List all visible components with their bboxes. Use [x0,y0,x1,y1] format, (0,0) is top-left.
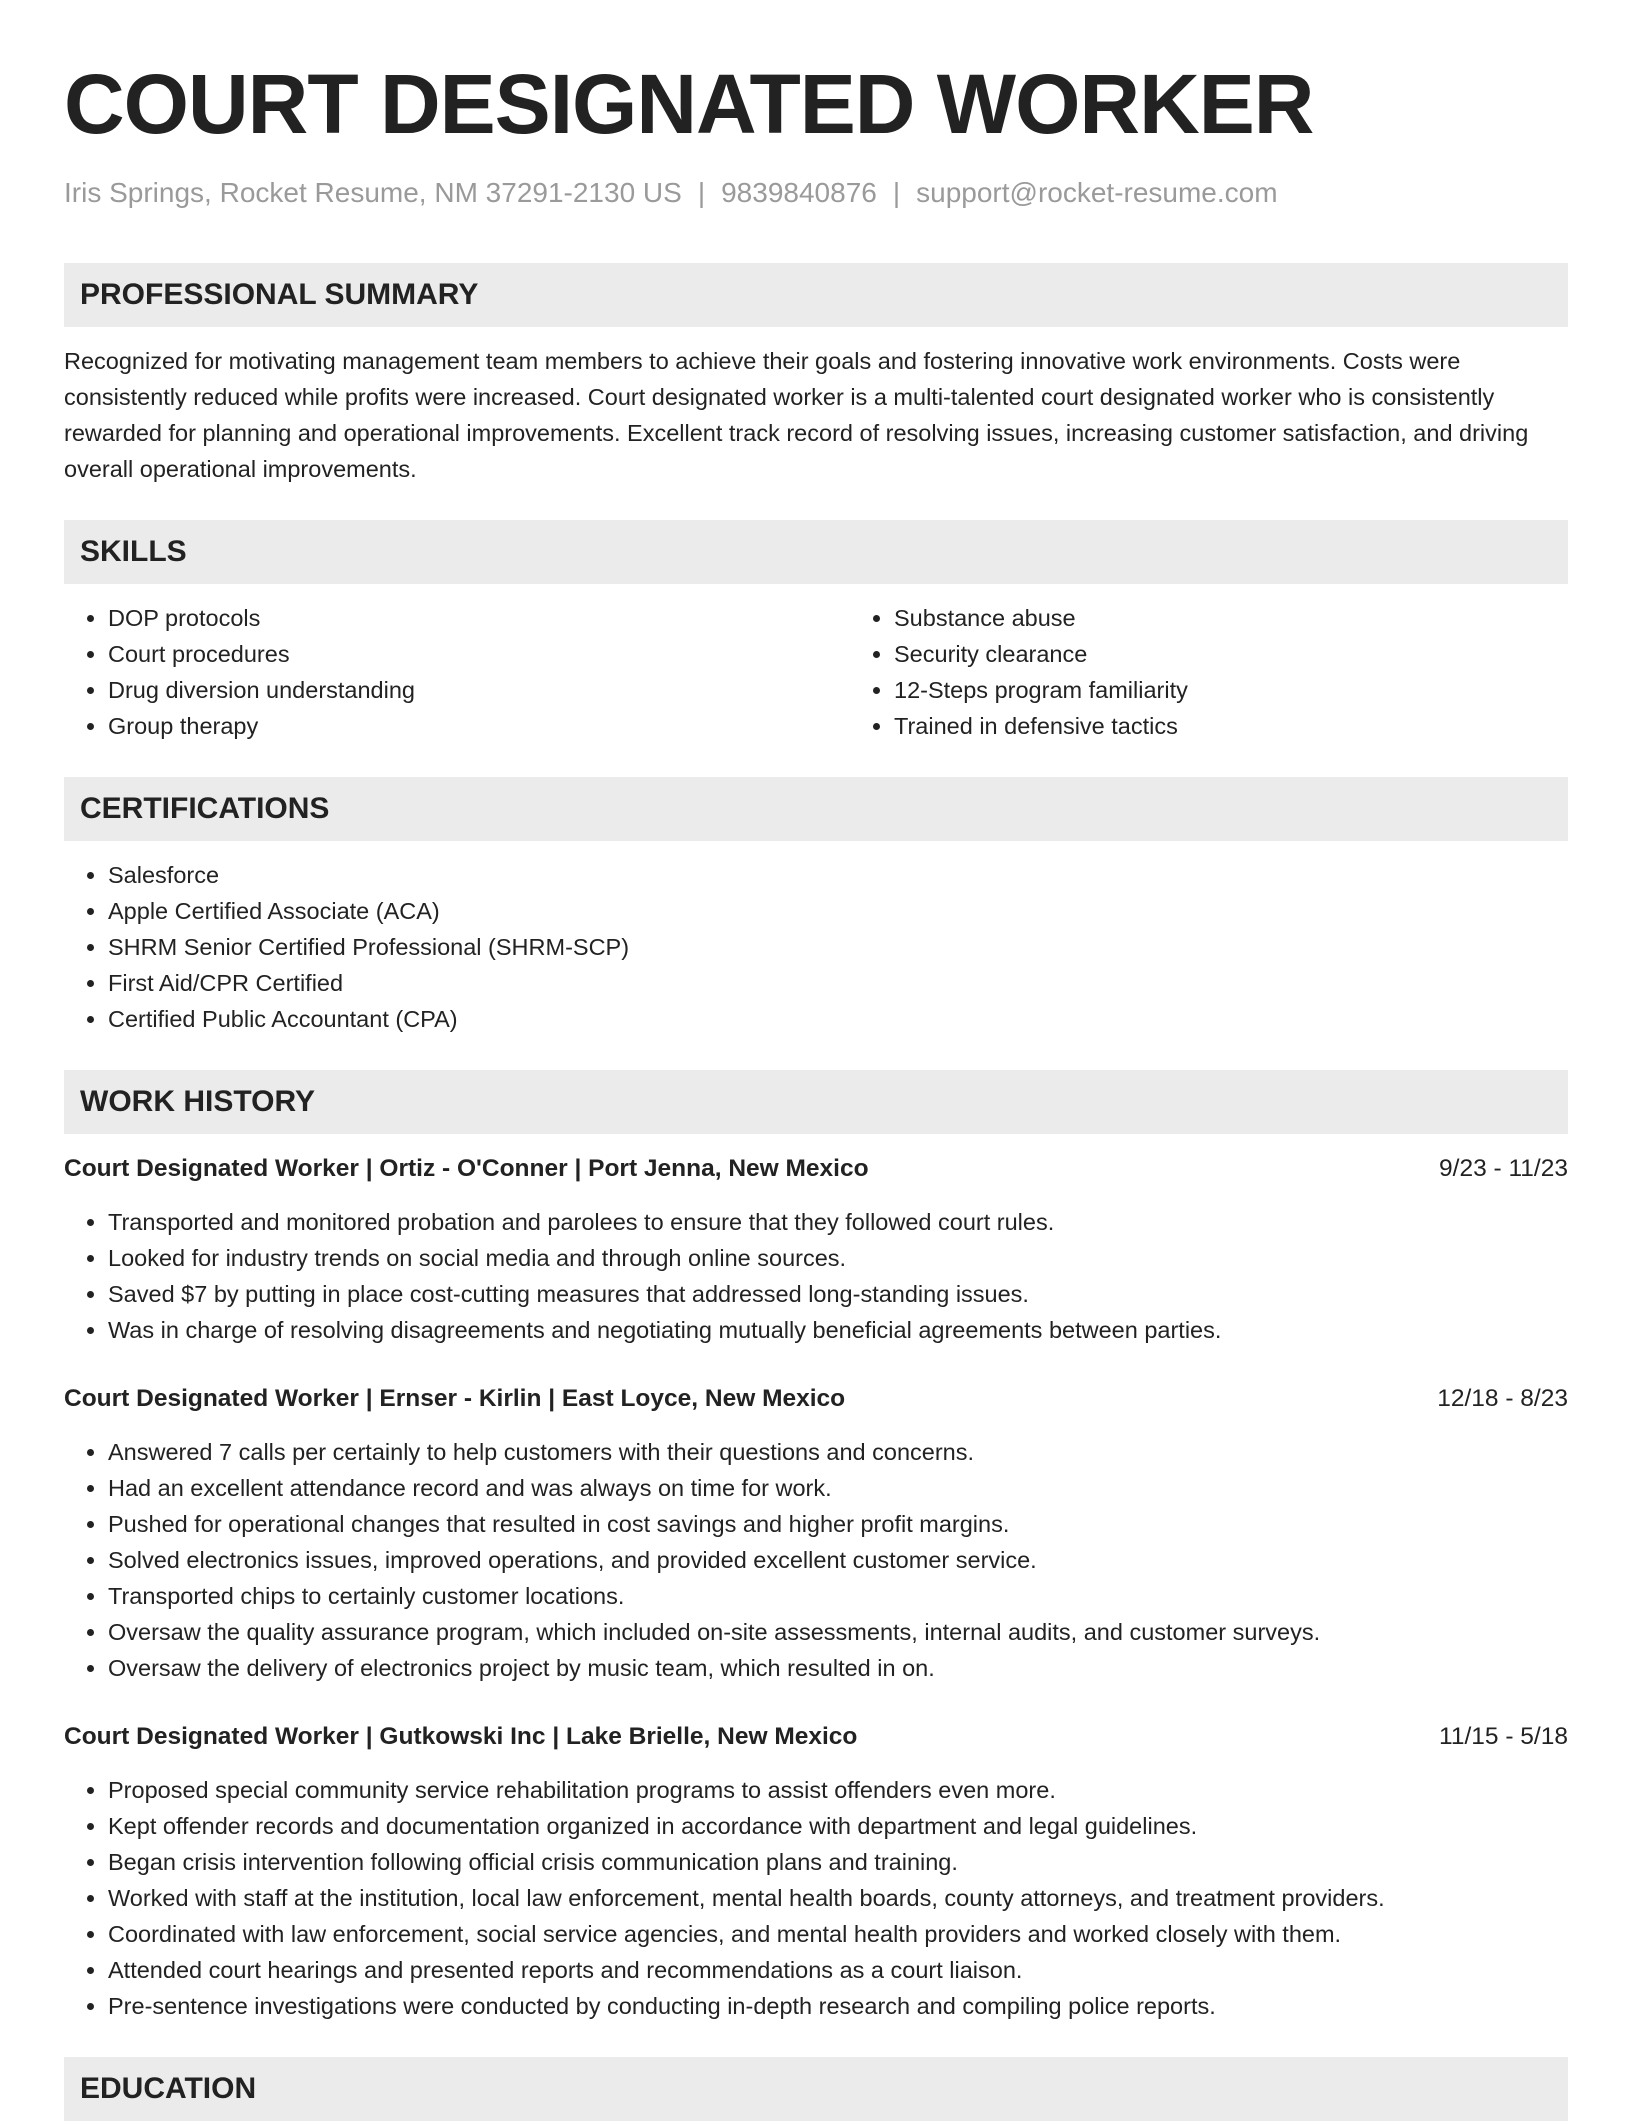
job-bullets [64,1434,1568,1686]
job-header [64,1382,1568,1416]
section-header-work-history [64,1070,1568,1134]
job-dates: 9/23 - 11/23 [1439,1155,1568,1182]
job-entry [64,1152,1568,1348]
section-header-education [64,2057,1568,2121]
job-bullet: • Coordinated with law enforcement, social service agencies, and mental health providers and worked closely with them. [108,1916,1568,1952]
job-bullet: • Kept offender records and documentation organized in accordance with department and legal guidelines. [108,1808,1568,1844]
job-bullet: • Had an excellent attendance record and was always on time for work. [108,1470,1568,1506]
contact-address: Iris Springs, Rocket Resume, NM 37291-2130 US [64,177,682,208]
skills-column-left [64,600,850,744]
certification-item: • Apple Certified Associate (ACA) [108,893,1568,929]
job-entry [64,1720,1568,2024]
job-header [64,1720,1568,1754]
job-bullet: • Looked for industry trends on social media and through online sources. [108,1240,1568,1276]
certification-item: • Salesforce [108,857,1568,893]
skill-item: • 12-Steps program familiarity [894,672,1632,708]
summary-text: Recognized for motivating management team members to achieve their goals and fostering innovative work environments. Costs were consistently reduced while profits were increased. Court designated worker is a multi-talented court designated worker who is consistently rewarded for planning and operational improvements. Excellent track record of resolving issues, increasing customer satisfaction, and driving overall operational improvements. [64,348,1529,482]
job-bullet: • Began crisis intervention following official crisis communication plans and training. [108,1844,1568,1880]
certification-item: • First Aid/CPR Certified [108,965,1568,1001]
section-title: PROFESSIONAL SUMMARY [80,278,479,311]
job-bullet: • Worked with staff at the institution, local law enforcement, mental health boards, county attorneys, and treatment providers. [108,1880,1568,1916]
job-bullets [64,1204,1568,1348]
job-title: Court Designated Worker | Ortiz - O'Conner | Port Jenna, New Mexico [64,1155,869,1182]
job-header [64,1152,1568,1186]
job-bullet: • Saved $7 by putting in place cost-cutting measures that addressed long-standing issues. [108,1276,1568,1312]
resume-name: COURT DESIGNATED WORKER [64,57,1314,151]
certifications-list [64,857,1568,1037]
skill-item: • Trained in defensive tactics [894,708,1632,744]
job-bullet: • Was in charge of resolving disagreements and negotiating mutually beneficial agreements between parties. [108,1312,1568,1348]
skill-item: • Substance abuse [894,600,1632,636]
job-bullet: • Solved electronics issues, improved operations, and provided excellent customer service. [108,1542,1568,1578]
certification-item: • Certified Public Accountant (CPA) [108,1001,1568,1037]
job-bullet: • Answered 7 calls per certainly to help customers with their questions and concerns. [108,1434,1568,1470]
job-title: Court Designated Worker | Gutkowski Inc | Lake Brielle, New Mexico [64,1723,858,1750]
skill-item: • Court procedures [108,636,850,672]
skill-item: • DOP protocols [108,600,850,636]
skill-item: • Drug diversion understanding [108,672,850,708]
contact-phone: 9839840876 [721,177,877,208]
job-bullets [64,1772,1568,2024]
skills-grid [64,600,1568,744]
certification-item: • SHRM Senior Certified Professional (SHRM-SCP) [108,929,1568,965]
job-bullet: • Pre-sentence investigations were conducted by conducting in-depth research and compiling police reports. [108,1988,1568,2024]
section-title: CERTIFICATIONS [80,792,330,825]
contact-email: support@rocket-resume.com [916,177,1278,208]
contact-line [64,176,1568,210]
skills-column-right [850,600,1632,744]
skill-item: • Security clearance [894,636,1632,672]
section-title: EDUCATION [80,2072,257,2105]
job-bullet: • Transported and monitored probation and parolees to ensure that they followed court rules. [108,1204,1568,1240]
job-bullet: • Transported chips to certainly customer locations. [108,1578,1568,1614]
contact-separator: | [697,177,706,208]
job-bullet: • Oversaw the quality assurance program, which included on-site assessments, internal audits, and customer surveys. [108,1614,1568,1650]
section-title: SKILLS [80,535,187,568]
contact-separator: | [892,177,901,208]
section-header-summary [64,263,1568,327]
skill-item: • Group therapy [108,708,850,744]
section-title: WORK HISTORY [80,1085,316,1118]
job-bullet: • Proposed special community service rehabilitation programs to assist offenders even more. [108,1772,1568,1808]
job-dates: 12/18 - 8/23 [1437,1385,1568,1412]
section-header-skills [64,520,1568,584]
job-title: Court Designated Worker | Ernser - Kirlin | East Loyce, New Mexico [64,1385,846,1412]
job-bullet: • Oversaw the delivery of electronics project by music team, which resulted in on. [108,1650,1568,1686]
job-entry [64,1382,1568,1686]
job-bullet: • Attended court hearings and presented reports and recommendations as a court liaison. [108,1952,1568,1988]
job-bullet: • Pushed for operational changes that resulted in cost savings and higher profit margins. [108,1506,1568,1542]
section-header-certifications [64,777,1568,841]
job-dates: 11/15 - 5/18 [1439,1723,1568,1750]
